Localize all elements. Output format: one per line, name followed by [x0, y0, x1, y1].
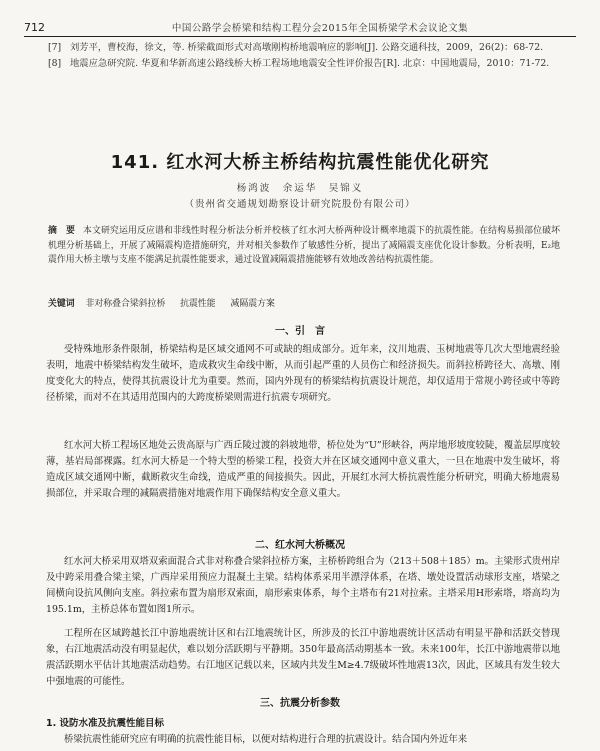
keywords-label: 关键词 — [48, 299, 75, 309]
reference-number: [8] — [48, 58, 62, 69]
affiliation: （贵州省交通规划勘察设计研究院股份有限公司） — [184, 199, 416, 210]
abstract — [48, 224, 560, 268]
abstract-label: 摘 要 — [48, 226, 76, 236]
section-heading-introduction: 一、引 言 — [275, 326, 325, 337]
paragraph: 红水河大桥工程场区地处云贵高原与广西丘陵过渡的斜坡地带，桥位处为“U”形峡谷，两岸地形坡度较陡，覆盖层厚度较薄，基岩局部裸露。红水河大桥是一个特大型的桥梁工程，投资大并在区域交通网中意义重大，一旦在地震中发生破坏，将造成区域交通网中断，截断救灾生命线，造成严重的间接损失。因此，开展红水河大桥抗震性能分析研究，明确大桥地震易损部位，并采取合理的减隔震措施对地震作用下确保结构安全意义重大。 — [46, 440, 560, 499]
paragraph: 红水河大桥采用双塔双索面混合式非对称叠合梁斜拉桥方案，主桥桥跨组合为（213＋508＋185）m。主梁形式贵州岸及中跨采用叠合梁主梁，广西岸采用预应力混凝土主梁。结构体系采用半漂浮体系，在塔、墩处设置活动球形支座，塔梁之间横向设抗风侧向支座。斜拉索布置为扇形双索面，扇形索束体系，每个主塔布有21对拉索。主塔采用H形索塔，塔高均为195.1m，主桥总体布置如图1所示。 — [46, 556, 560, 615]
reference-item — [48, 56, 564, 72]
paragraph: 受特殊地形条件限制，桥梁结构是区域交通网不可或缺的组成部分。近年来，汶川地震、玉树地震等几次大型地震经验表明，地震中桥梁结构发生破坏，造成救灾生命线中断，从而引起严重的人员伤亡和经济损失。而斜拉桥跨径大、高墩、刚度变化大的特点，使得其抗震设计尤为重要。然而，国内外现有的桥梁结构抗震设计规范，却仅适用于常规小跨径或中等跨径桥梁，而对不在其适用范围内的大跨度桥梁则需进行抗震专项研究。 — [46, 344, 560, 403]
running-header — [24, 16, 576, 37]
page-number: 712 — [24, 21, 45, 34]
reference-text: 地震应急研究院. 华夏和华新高速公路线桥大桥工程场地地震安全性评价报告[R]. 北京：中国地震局，2010：71-72. — [70, 58, 550, 69]
keywords — [48, 296, 560, 309]
keyword: 非对称叠合梁斜拉桥 — [85, 299, 166, 309]
paper-title: 141. 红水河大桥主桥结构抗震性能优化研究 — [110, 152, 490, 173]
keyword: 减隔震方案 — [230, 299, 275, 309]
reference-item — [48, 40, 564, 56]
reference-number: [7] — [48, 42, 62, 53]
reference-text: 刘芳平，曹校海，徐文，等. 桥梁截面形式对高墩刚构桥地震响应的影响[J]. 公路交通科技，2009，26(2)：68-72. — [70, 42, 544, 53]
conference-title: 中国公路学会桥梁和结构工程分会2015年全国桥梁学术会议论文集 — [171, 23, 469, 34]
section-heading-parameters: 三、抗震分析参数 — [260, 698, 340, 709]
paragraph: 工程所在区域跨越长江中游地震统计区和右江地震统计区，所涉及的长江中游地震统计区活动有明显平静和活跃交替现象，右江地震活动没有明显起伏，难以划分活跃期与平静期。350年最高活动期基本一致。未来100年，长江中游地震带以地震活跃期水平估计其地震活动趋势。右江地区记载以来，区域内共发生M≥4.7级破坏性地震13次，因此，区域具有发生较大中强地震的可能性。 — [46, 628, 560, 687]
section-heading-overview: 二、红水河大桥概况 — [255, 540, 345, 551]
reference-list — [48, 40, 564, 72]
authors: 杨鸿波 余运华 吴锦义 — [236, 183, 364, 194]
paragraph-start: 桥梁抗震性能研究应有明确的抗震性能目标，以便对结构进行合理的抗震设计。结合国内外近年来 — [64, 734, 468, 745]
abstract-text: 本文研究运用反应谱和非线性时程分析法分析并校核了红水河大桥两种设计概率地震下的抗震性能。在结构易损部位破坏机理分析基础上，开展了减隔震构造措施研究，并对相关参数作了敏感性分析，提出了减隔震支座优化设计参数。分析表明，E₂地震作用大桥主墩与支座不能满足抗震性能要求，通过设置减隔震措施能够有效地改善结构抗震性能。 — [48, 226, 561, 265]
subsection-heading: 1. 设防水准及抗震性能目标 — [46, 718, 165, 729]
keyword: 抗震性能 — [180, 299, 216, 309]
